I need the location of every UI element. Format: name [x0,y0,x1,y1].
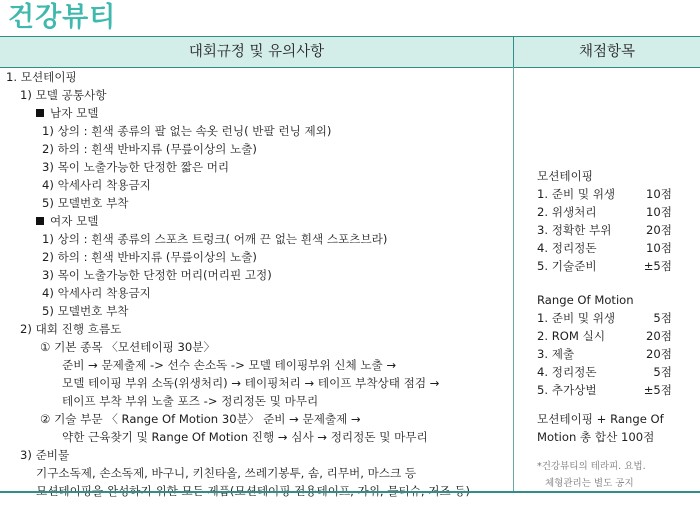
rule-flow-heading: ① 기본 종목 〈모션테이핑 30분〉 [40,340,216,354]
rule-item: 5) 모델번호 부착 [42,304,129,318]
page-title: 건강뷰티 [8,2,117,33]
scoring-section-title: Range Of Motion [537,293,634,307]
score-item-points: 5점 [653,365,672,379]
rule-item: 2) 하의 : 흰색 반바지류 (무릎이상의 노출) [42,142,257,156]
score-item-points: 20점 [646,347,672,361]
column-divider [513,67,514,491]
rule-item: 3) 목이 노출가능한 단정한 머리(머리핀 고정) [42,268,272,282]
score-item-label: 5. 추가상벌 [537,383,597,397]
rule-flow-step: 준비 → 문제출제 -> 선수 손소독 -> 모델 테이핑부위 신체 노출 → [62,358,397,372]
score-item-label: 2. ROM 실시 [537,329,606,343]
rule-group-label: 남자 모델 [50,106,99,120]
rule-group-label: 여자 모델 [50,214,99,228]
rule-subsection: 3) 준비물 [20,448,70,462]
score-item-label: 4. 정리정돈 [537,365,597,379]
scoring-note: *건강뷰티의 테라피. 요법. [537,461,646,472]
rule-subsection: 1) 모델 공통사항 [20,88,107,102]
score-item-label: 1. 준비 및 위생 [537,311,616,325]
score-item-points: ±5점 [643,259,672,273]
rule-section-title: 1. 모션테이핑 [6,70,77,84]
score-item-points: 5점 [653,311,672,325]
score-item-label: 3. 정확한 부위 [537,223,612,237]
score-item-points: 20점 [646,223,672,237]
bullet-square-icon [36,109,44,117]
score-item-points: 10점 [646,241,672,255]
rule-item: 4) 악세사리 착용금지 [42,286,151,300]
scoring-section-title: 모션테이핑 [537,169,593,183]
bottom-rule [0,491,700,493]
scoring-total: Motion 총 합산 100점 [537,430,655,444]
score-item-points: 10점 [646,187,672,201]
rule-group-male [36,105,98,122]
rule-item: 3) 목이 노출가능한 단정한 짧은 머리 [42,160,230,174]
score-item-label: 5. 기술준비 [537,259,597,273]
rule-subsection: 2) 대회 진행 흐름도 [20,322,122,336]
score-item-label: 2. 위생처리 [537,205,597,219]
rule-flow-step: 모델 테이핑 부위 소독(위생처리) → 테이핑처리 → 테이프 부착상태 점검 → [62,376,440,390]
rule-item: 5) 모델번호 부착 [42,196,129,210]
score-item-label: 1. 준비 및 위생 [537,187,616,201]
rule-item: 1) 상의 : 흰색 종류의 팔 없는 속옷 런닝( 반팔 런닝 제외) [42,124,332,138]
score-item-label: 4. 정리정돈 [537,241,597,255]
score-item-points: 20점 [646,329,672,343]
rule-item: 4) 악세사리 착용금지 [42,178,151,192]
scoring-column-header: 채점항목 [578,44,636,60]
rule-flow-step: 약한 근육찾기 및 Range Of Motion 진행 → 심사 → 정리정돈 및 마무리 [62,430,428,444]
scoring-note: 체형관리는 별도 공지 [545,478,634,489]
score-item-points: 10점 [646,205,672,219]
score-item-points: ±5점 [643,383,672,397]
rule-flow-heading: ② 기술 부문 〈 Range Of Motion 30분〉 준비 → 문제출제 → [40,412,361,426]
rule-item: 2) 하의 : 흰색 반바지류 (무릎이상의 노출) [42,250,257,264]
rule-flow-step: 테이프 부착 부위 노출 포즈 -> 정리정돈 및 마무리 [62,394,319,408]
table-header [0,36,700,68]
rules-column-header: 대회규정 및 유의사항 [0,37,514,67]
rule-item: 1) 상의 : 흰색 종류의 스포츠 트렁크( 어깨 끈 없는 흰색 스포츠브라) [42,232,388,246]
scoring-total: 모션테이핑 + Range Of [537,412,664,426]
rule-item: 기구소독제, 손소독제, 바구니, 키친타올, 쓰레기봉투, 솜, 리무버, 마스크 등 [36,466,417,480]
score-item-label: 3. 제출 [537,347,575,361]
